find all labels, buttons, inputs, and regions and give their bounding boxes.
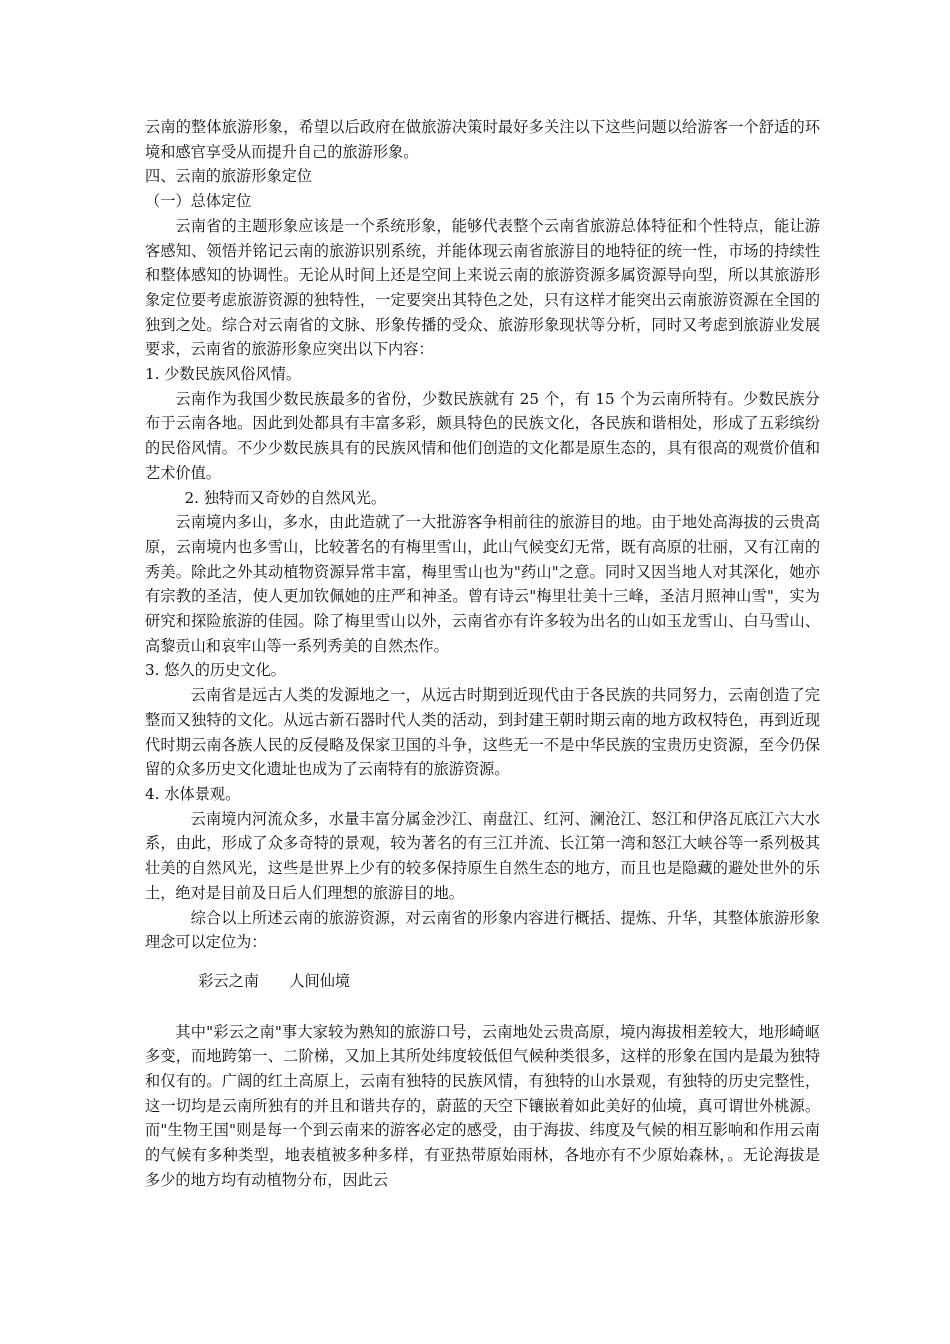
list-item-heading-2: 2. 独特而又奇妙的自然风光。 — [184, 488, 387, 507]
list-item-heading-1: 1. 少数民族风俗风情。 — [145, 365, 302, 384]
paragraph-natural-scenery: 云南境内多山，多水，由此造就了一大批游客争相前往的旅游目的地。由于地处高海拔的云贵高原，云南境内也多雪山，比较著名的有梅里雪山，此山气候变幻无常，既有高原的壮丽，又有江南的秀美。除此之外其动植物资源异常丰富，梅里雪山也为"药山"之意。同时又因当地人对其深化，她亦有宗教的圣洁，使人更加钦佩她的庄严和神圣。曾有诗云"梅里壮美十三峰，圣洁月照神山雪"，实为研究和探险旅游的佳园。除了梅里雪山以外，云南省亦有许多较为出名的山如玉龙雪山、白马雪山、高黎贡山和哀牢山等一系列秀美的自然杰作。 — [145, 513, 820, 655]
subsection-heading-overall-positioning: （一）总体定位 — [145, 192, 252, 211]
paragraph-ethnic-customs: 云南作为我国少数民族最多的省份，少数民族就有 25 个，有 15 个为云南所特有。少数民族分布于云南各地。因此到处都具有丰富多彩，颇具特色的民族文化，各民族和谐相处，形成了五彩缤纷的民俗风情。不少少数民族具有的民族风情和他们创造的文化都是原生态的，具有很高的观赏价值和艺术价值。 — [145, 389, 820, 482]
section-heading-4: 四、云南的旅游形象定位 — [145, 167, 313, 186]
list-item-heading-4: 4. 水体景观。 — [145, 784, 241, 803]
paragraph-summary: 综合以上所述云南的旅游资源，对云南省的形象内容进行概括、提炼、升华，其整体旅游形象理念可以定位为： — [145, 908, 820, 952]
slogan-part-1: 彩云之南 — [198, 971, 259, 990]
slogan-part-2: 人间仙境 — [289, 971, 351, 990]
list-item-heading-3: 3. 悠久的历史文化。 — [145, 661, 286, 680]
slogan — [145, 969, 820, 994]
paragraph-theme-image: 云南省的主题形象应该是一个系统形象，能够代表整个云南省旅游总体特征和个性特点，能让游客感知、领悟并铭记云南的旅游识别系统，并能体现云南省旅游目的地特征的统一性，市场的持续性和整体感知的协调性。无论从时间上还是空间上来说云南的旅游资源多属资源导向型，所以其旅游形象定位要考虑旅游资源的独特性，一定要突出其特色之处，只有这样才能突出云南旅游资源在全国的独到之处。综合对云南省的文脉、形象传播的受众、旅游形象现状等分析，同时又考虑到旅游业发展要求，云南省的旅游形象应突出以下内容： — [145, 216, 820, 359]
paragraph-slogan-explanation: 其中"彩云之南"事大家较为熟知的旅游口号，云南地处云贵高原，境内海拔相差较大，地形崎岖多变，而地跨第一、二阶梯，又加上其所处纬度较低但气候种类很多，这样的形象在国内是最为独特和仅有的。广阔的红土高原上，云南有独特的民族风情，有独特的山水景观，有独特的历史完整性，这一切均是云南所独有的并且和谐共存的，蔚蓝的天空下镶嵌着如此美好的仙境，真可谓世外桃源。而"生物王国"则是每一个到云南来的游客必定的感受，由于海拔、纬度及气候的相互影响和作用云南的气候有多种类型，地表植被多种多样，有亚热带原始雨林，各地亦有不少原始森林，。无论海拔是多少的地方均有动植物分布，因此云 — [145, 1022, 820, 1189]
paragraph-intro-continuation: 云南的整体旅游形象，希望以后政府在做旅游决策时最好多关注以下这些问题以给游客一个舒适的环境和感官享受从而提升自己的旅游形象。 — [145, 118, 820, 161]
paragraph-history-culture: 云南省是远古人类的发源地之一，从远古时期到近现代由于各民族的共同努力，云南创造了完整而又独特的文化。从远古新石器时代人类的活动，到封建王朝时期云南的地方政权特色，再到近现代时期云南各族人民的反侵略及保家卫国的斗争，这些无一不是中华民族的宝贵历史资源，至今仍保留的众多历史文化遗址也成为了云南特有的旅游资源。 — [145, 686, 820, 779]
paragraph-water-landscape: 云南境内河流众多，水量丰富分属金沙江、南盘江、红河、澜沧江、怒江和伊洛瓦底江六大水系，由此，形成了众多奇特的景观，较为著名的有三江并流、长江第一湾和怒江大峡谷等一系列极其壮美的自然风光，这些是世界上少有的较多保持原生自然生态的地方，而且也是隐藏的避处世外的乐土，绝对是目前及日后人们理想的旅游目的地。 — [145, 809, 820, 902]
